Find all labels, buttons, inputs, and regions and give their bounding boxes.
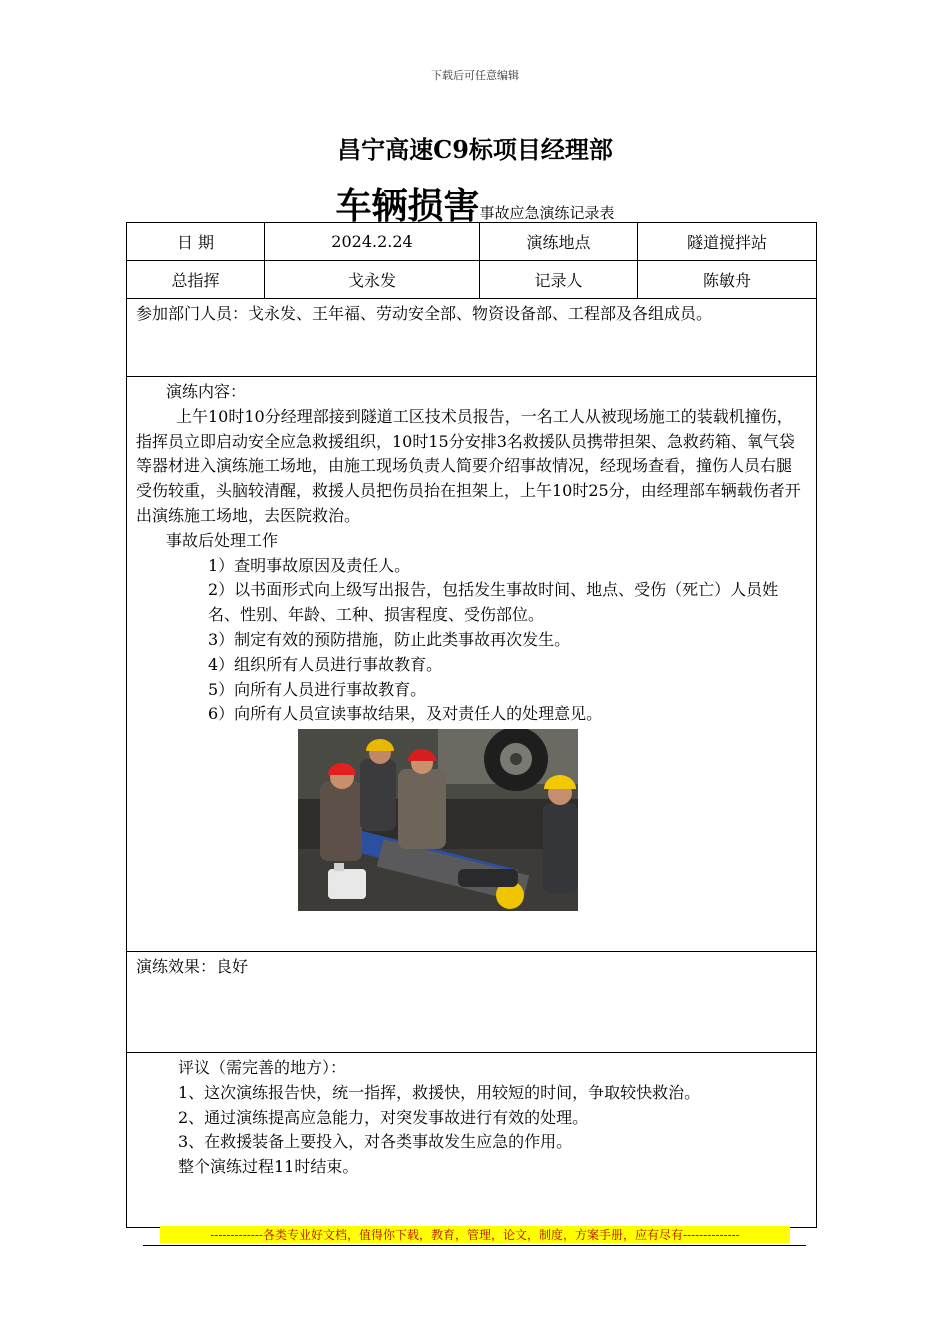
content-heading: 演练内容： xyxy=(166,382,247,401)
organization-title: 昌宁高速C9标项目经理部 xyxy=(337,135,613,164)
review-item: 1、这次演练报告快，统一指挥，救援快，用较短的时间，争取较快救治。 xyxy=(178,1082,701,1102)
effect-cell xyxy=(127,952,817,1053)
header-note: 下载后可任意编辑 xyxy=(431,69,519,82)
after-heading: 事故后处理工作 xyxy=(166,530,279,550)
after-item: 6）向所有人员宣读事故结果，及对责任人的处理意见。 xyxy=(208,704,603,724)
after-item: 5）向所有人员进行事故教育。 xyxy=(208,679,427,699)
review-item: 整个演练过程11时结束。 xyxy=(178,1157,359,1177)
recorder-value: 陈敏舟 xyxy=(638,261,817,299)
form-title-sub: 事故应急演练记录表 xyxy=(479,204,615,222)
content-body: 上午10时10分经理部接到隧道工区技术员报告，一名工人从被现场施工的装载机撞伤，指挥员立即启动安全应急救援组织，10时15分安排3名救援队员携带担架、急救药箱、氧气袋等器材进入演练施工场地，由施工现场负责人简要介绍事故情况，经现场查看，撞伤人员右腿受伤较重，头脑较清醒，救援人员把伤员抬在担架上，上午10时25分，由经理部车辆载伤者开出演练施工场地，去医院救治。 xyxy=(136,406,801,525)
form-title-main: 车辆损害 xyxy=(335,186,480,227)
footer-banner: -------------各类专业好文档，值得你下载，教育，管理，论文，制度，方案手册，应有尽有-------------- xyxy=(160,1226,790,1243)
commander-value: 戈永发 xyxy=(265,261,480,299)
location-label: 演练地点 xyxy=(480,223,638,261)
location-value: 隧道搅拌站 xyxy=(638,223,817,261)
after-item: 3）制定有效的预防措施，防止此类事故再次发生。 xyxy=(208,629,571,649)
review-heading: 评议（需完善的地方）： xyxy=(178,1058,347,1077)
after-item: 2）以书面形式向上级写出报告，包括发生事故时间、地点、受伤（死亡）人员姓名、性别、年龄、工种、损害程度、受伤部位。 xyxy=(208,580,779,625)
drill-record-table xyxy=(126,222,817,1228)
drill-content-cell xyxy=(127,377,817,952)
participants-cell xyxy=(127,299,817,377)
review-item: 3、在救援装备上要投入，对各类事故发生应急的作用。 xyxy=(178,1132,573,1152)
commander-label: 总指挥 xyxy=(127,261,265,299)
footer-divider xyxy=(143,1245,806,1246)
date-label: 日 期 xyxy=(127,223,265,261)
participants-text: 参加部门人员：戈永发、王年福、劳动安全部、物资设备部、工程部及各组成员。 xyxy=(136,304,713,323)
recorder-label: 记录人 xyxy=(480,261,638,299)
after-item: 1）查明事故原因及责任人。 xyxy=(208,555,411,575)
drill-photo xyxy=(298,729,578,911)
date-value: 2024.2.24 xyxy=(265,223,480,261)
review-item: 2、通过演练提高应急能力，对突发事故进行有效的处理。 xyxy=(178,1107,589,1127)
effect-text: 演练效果：良好 xyxy=(136,957,249,976)
after-item: 4）组织所有人员进行事故教育。 xyxy=(208,654,443,674)
review-cell xyxy=(127,1053,817,1228)
